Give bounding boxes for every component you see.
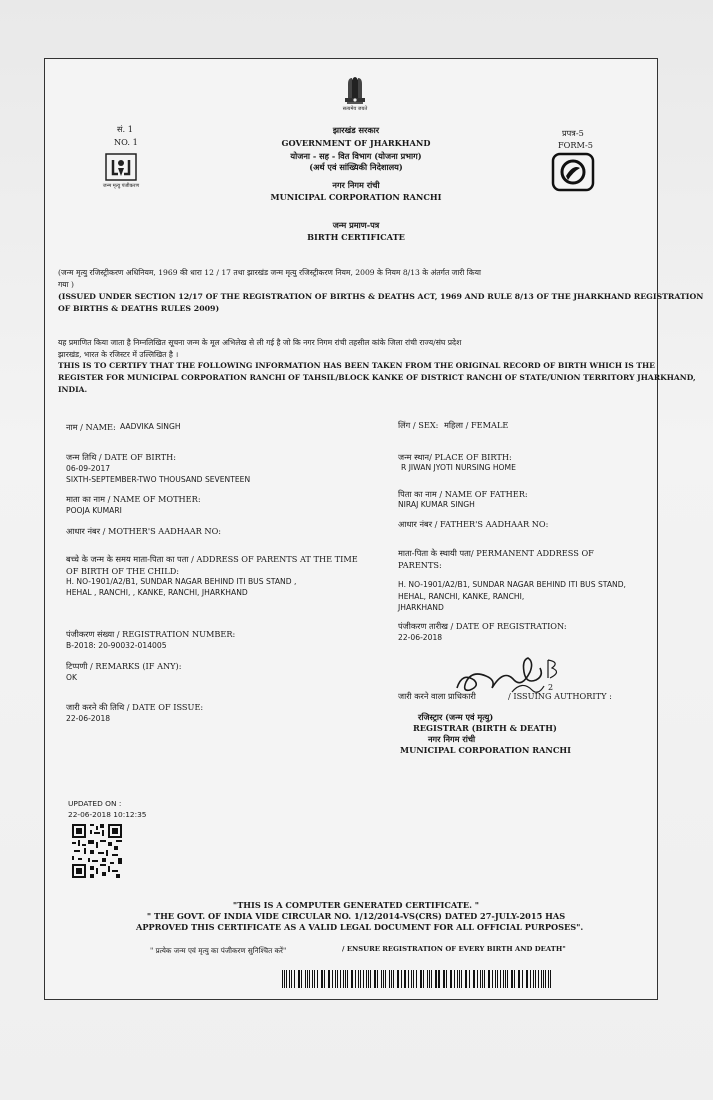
barcode-bar <box>533 970 534 988</box>
barcode-bar <box>294 970 295 988</box>
barcode-bar <box>469 970 470 988</box>
emblem-caption: सत्यमेव जयते <box>342 106 368 112</box>
father-label: पिता का नाम / NAME OF FATHER: <box>398 489 528 499</box>
govt-en: GOVERNMENT OF JHARKHAND <box>281 138 431 148</box>
barcode-bar <box>312 970 313 988</box>
barcode-bar <box>451 970 452 988</box>
remarks-value: OK <box>66 673 77 682</box>
issuing-authority-label-hi: जारी करने वाला प्राधिकारी <box>398 691 476 701</box>
certify-hi-2: झारखंड, भारत के रजिस्टर में उल्लिखित है । <box>58 350 179 359</box>
barcode-bar <box>492 970 493 988</box>
corp-hi: नगर निगम रांची <box>332 180 380 190</box>
qr-code-icon <box>72 824 122 878</box>
issued-hi-1: (जन्म मृत्यु रजिस्ट्रीकरण अधिनियम, 1969 की धारा 12 / 17 तथा झारखंड जन्म मृत्यु रजिस्ट्रीकरण नियम, 2009 के नियम 8/13 के अंतर्गत जारी किया <box>58 268 481 277</box>
barcode-bar <box>317 970 318 988</box>
issued-hi-2: गया ) <box>58 280 75 289</box>
issue-date-value: 22-06-2018 <box>66 714 111 723</box>
crs-logo-icon <box>551 152 595 192</box>
issuing-authority-label-en: / ISSUING AUTHORITY : <box>508 691 612 701</box>
barcode-bar <box>514 970 515 988</box>
barcode-bar <box>427 970 428 988</box>
barcode-bar <box>282 970 283 988</box>
barcode-bar <box>377 970 378 988</box>
barcode-bar <box>368 970 369 988</box>
svg-text:2: 2 <box>548 683 554 692</box>
pob-value: R JIWAN JYOTI NURSING HOME <box>401 463 516 472</box>
barcode-bar <box>413 970 414 988</box>
name-label: नाम / NAME: <box>66 422 116 432</box>
barcode-bar <box>474 970 475 988</box>
govt-hi: झारखंड सरकार <box>332 125 380 135</box>
address-permanent-label-1: माता-पिता के स्थायी पता/ PERMANENT ADDRESS OF <box>398 548 594 558</box>
barcode-bar <box>541 970 542 988</box>
barcode-bar <box>484 970 485 988</box>
barcode-bar <box>550 970 551 988</box>
barcode-bar <box>505 970 506 988</box>
address-permanent-line-1: H. NO-1901/A2/B1, SUNDAR NAGAR BEHIND ITI BUS STAND, <box>398 580 626 589</box>
barcode-bar <box>461 970 462 988</box>
barcode-bar <box>337 970 338 988</box>
barcode-bar <box>405 970 406 988</box>
barcode-bar <box>381 970 382 988</box>
barcode-bar <box>431 970 432 988</box>
barcode-bar <box>438 970 439 988</box>
barcode-bar <box>497 970 498 988</box>
issue-date-label: जारी करने की तिथि / DATE OF ISSUE: <box>66 702 204 712</box>
address-permanent-label-2: PARENTS: <box>398 560 442 570</box>
sex-value: महिला / FEMALE <box>444 420 509 430</box>
certify-en-1: THIS IS TO CERTIFY THAT THE FOLLOWING INFORMATION HAS BEEN TAKEN FROM THE ORIGINAL RECORD OF BIRTH WHICH IS THE <box>58 361 655 370</box>
barcode-bar <box>324 970 325 988</box>
barcode-bar <box>446 970 447 988</box>
title-hi: जन्म प्रमाण-पत्र <box>332 220 380 230</box>
footer-line-3: APPROVED THIS CERTIFICATE AS A VALID LEGAL DOCUMENT FOR ALL OFFICIAL PURPOSES". <box>136 922 584 932</box>
barcode-bar <box>519 970 520 988</box>
address-birth-line-2: HEHAL , RANCHI, , KANKE, RANCHI, JHARKHAND <box>66 588 248 597</box>
corp-en: MUNICIPAL CORPORATION RANCHI <box>270 192 442 202</box>
address-permanent-line-2: HEHAL, RANCHI, KANKE, RANCHI, <box>398 592 525 601</box>
authority-corp-en: MUNICIPAL CORPORATION RANCHI <box>400 745 571 755</box>
barcode-bar <box>352 970 353 988</box>
footer-line-2: " THE GOVT. OF INDIA VIDE CIRCULAR NO. 1/12/2014-VS(CRS) DATED 27-JULY-2015 HAS <box>146 911 566 921</box>
barcode-icon <box>282 970 552 988</box>
registration-number-value: B-2018: 20-90032-014005 <box>66 641 167 650</box>
barcode-bar <box>416 970 417 988</box>
form-en: FORM-5 <box>558 140 593 150</box>
dob-value: 06-09-2017 <box>66 464 111 473</box>
address-permanent-line-3: JHARKHAND <box>398 603 444 612</box>
mother-label: माता का नाम / NAME OF MOTHER: <box>66 494 201 504</box>
issued-en-2: OF BIRTHS & DEATHS RULES 2009) <box>58 304 220 313</box>
barcode-bar <box>389 970 390 988</box>
sex-label: लिंग / SEX: <box>398 420 439 430</box>
certify-en-2: REGISTER FOR MUNICIPAL CORPORATION RANCHI OF TAHSIL/BLOCK KANKE OF DISTRICT RANCHI OF STATE/UNION TERRITORY JHARKHAND, <box>58 373 696 382</box>
barcode-bar <box>347 970 348 988</box>
barcode-bar <box>301 970 302 988</box>
pob-label: जन्म स्थान/ PLACE OF BIRTH: <box>398 452 512 462</box>
certify-hi-1: यह प्रमाणित किया जाता है निम्नलिखित सूचना जन्म के मूल अभिलेख से ली गई है जो कि नगर निगम रांची तहसील कांके जिला रांची राज्य/संघ प्रदेश <box>58 338 462 347</box>
dob-label: जन्म तिथि / DATE OF BIRTH: <box>66 452 176 462</box>
father-aadhaar-label: आधार नंबर / FATHER'S AADHAAR NO: <box>398 519 549 529</box>
slogan-hi: " प्रत्येक जन्म एवं मृत्यु का पंजीकरण सुनिश्चित करें" <box>150 946 287 955</box>
dept-hi-2: (अर्थ एवं सांख्यिकी निदेशालय) <box>309 162 403 172</box>
number-en: NO. 1 <box>114 137 138 147</box>
registrar-hi: रजिस्ट्रार (जन्म एवं मृत्यु) <box>418 712 494 722</box>
dob-words: SIXTH-SEPTEMBER-TWO THOUSAND SEVENTEEN <box>66 475 251 484</box>
registration-date-value: 22-06-2018 <box>398 633 443 642</box>
barcode-bar <box>289 970 290 988</box>
address-birth-label-2: OF BIRTH OF THE CHILD: <box>66 566 180 576</box>
form-hi: प्रपत्र-5 <box>562 128 584 138</box>
registration-date-label: पंजीकरण तारीख / DATE OF REGISTRATION: <box>398 621 567 631</box>
barcode-bar <box>360 970 361 988</box>
address-birth-line-1: H. NO-1901/A2/B1, SUNDAR NAGAR BEHIND ITI BUS STAND , <box>66 577 297 586</box>
issued-en-1: (ISSUED UNDER SECTION 12/17 OF THE REGISTRATION OF BIRTHS & DEATHS ACT, 1969 AND RULE 8/13 OF THE JHARKHAND REGISTRATION <box>58 292 704 301</box>
dept-hi-1: योजना - सह - वित विभाग (योजना प्रभाग) <box>290 151 422 161</box>
remarks-label: टिप्पणी / REMARKS (IF ANY): <box>66 661 182 671</box>
mother-aadhaar-label: आधार नंबर / MOTHER'S AADHAAR NO: <box>66 526 222 536</box>
father-value: NIRAJ KUMAR SINGH <box>398 500 475 509</box>
slogan-en: / ENSURE REGISTRATION OF EVERY BIRTH AND DEATH" <box>342 945 566 953</box>
name-value: AADVIKA SINGH <box>120 422 181 431</box>
address-birth-label-1: बच्चे के जन्म के समय माता-पिता का पता / ADDRESS OF PARENTS AT THE TIME <box>66 554 358 564</box>
authority-corp-hi: नगर निगम रांची <box>428 734 476 744</box>
barcode-bar <box>335 970 336 988</box>
mother-value: POOJA KUMARI <box>66 506 122 515</box>
footer-line-1: "THIS IS A COMPUTER GENERATED CERTIFICATE. " <box>232 900 480 910</box>
updated-on-value: 22-06-2018 10:12:35 <box>68 810 147 819</box>
left-logo-caption: जन्म मृत्यु पंजीकरण <box>102 183 140 189</box>
number-hi: सं. 1 <box>117 124 133 134</box>
registration-number-label: पंजीकरण संख्या / REGISTRATION NUMBER: <box>66 629 236 639</box>
registrar-en: REGISTRAR (BIRTH & DEATH) <box>413 723 557 733</box>
updated-on-label: UPDATED ON : <box>68 799 122 808</box>
title-en: BIRTH CERTIFICATE <box>307 232 405 242</box>
barcode-bar <box>527 970 528 988</box>
barcode-bar <box>397 970 398 988</box>
certify-en-3: INDIA. <box>58 385 88 394</box>
